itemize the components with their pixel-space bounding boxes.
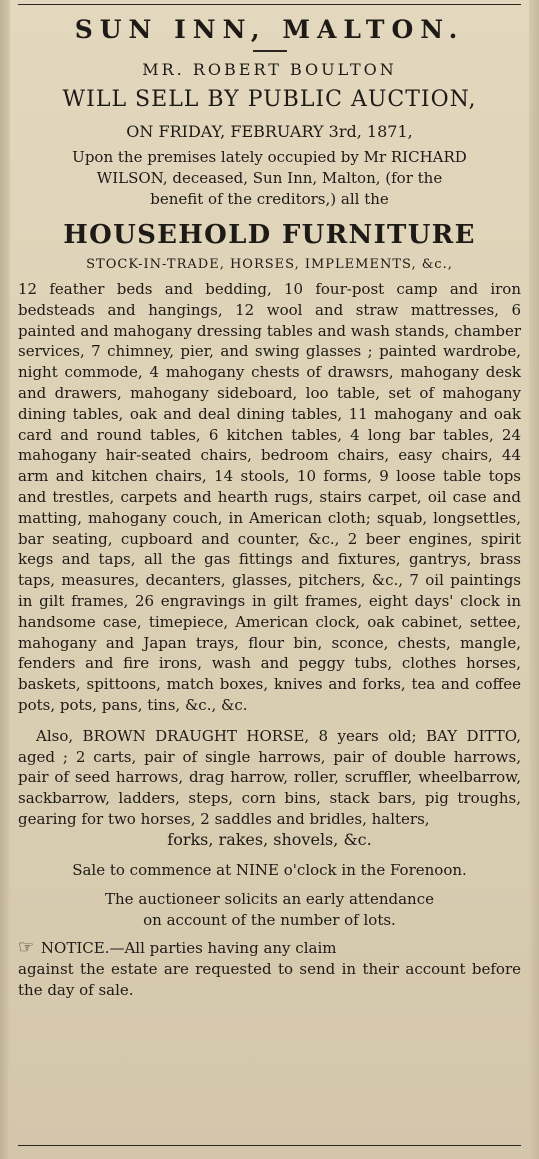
livestock-tail: forks, rakes, shovels, &c. [167, 829, 372, 849]
headline: HOUSEHOLD FURNITURE [63, 220, 476, 250]
inventory-list: 12 feather beds and bedding, 10 four-post camp and iron bedsteads and hangings, 12 wool and straw mattresses, 6 painted and mahogany dressing tables and wash stands, chamber services, 7 chimney, pier, and swing glasses ; painted wardrobe, night commode, 4 mahogany chests of drawsrs, mahogany desk and drawers, mahogany sideboard, loo table, set of mahogany dining tables, oak and deal dining tables, 11 mahogany and oak card and round tables, 6 kitchen tables, 4 long bar tables, 24 mahogany hair-seated chairs, bedroom chairs, easy chairs, 44 arm and kitchen chairs, 14 stools, 10 forms, 9 loose table tops and trestles, carpets and hearth rugs, stairs carpet, oil case and matting, mahogany couch, in American cloth; squab, longsettles, bar seating, cupboard and counter, &c., 2 beer engines, spirit kegs and taps, all the gas fittings and fixtures, gantrys, brass taps, measures, decanters, glasses, pitchers, &c., 7 oil paintings in gilt frames, 26 engravings in gilt frames, eight days' clock in handsome case, timepiece, American clock, oak cabinet, settee, mahogany and Japan trays, flour bin, sconce, chests, mangle, fenders and fire irons, wash and peggy tubs, clothes horses, baskets, spittoons, match boxes, knives and forks, tea and coffee pots, pots, pans, tins, &c., &c. [18, 280, 521, 714]
page-title: SUN INN, MALTON. [74, 15, 465, 44]
premises-description [18, 147, 521, 210]
auctioneer-name: MR. ROBERT BOULTON [142, 60, 397, 79]
livestock-implements [18, 726, 521, 830]
notice-label: NOTICE.—All parties having any claim [40, 939, 337, 958]
advertisement [18, 12, 521, 1001]
premises-line: benefit of the creditors,) all the [150, 190, 389, 208]
page-edge [529, 0, 539, 1159]
livestock-text: Also, BROWN DRAUGHT HORSE, 8 years old; BAY DITTO, aged ; 2 carts, pair of single harrows, pair of double harrows, pair of seed harrows, drag harrow, roller, scruffler, wheelbarrow, sackbarrow, ladders, steps, corn bins, stack bars, pig troughs, gearing for two horses, 2 saddles and bridles, halters, [18, 726, 521, 828]
sale-date: ON FRIDAY, FEBRUARY 3rd, 1871, [126, 122, 413, 141]
premises-line: WILSON, deceased, Sun Inn, Malton, (for the [96, 169, 443, 187]
attendance-line: The auctioneer solicits an early attendance [105, 889, 434, 908]
notice-first-line [18, 938, 521, 959]
attendance-line: on account of the number of lots. [143, 910, 396, 929]
page-fold [0, 0, 10, 1159]
bottom-rule [18, 1145, 521, 1146]
attendance-request [18, 889, 521, 931]
pointing-hand-icon: ☞ [18, 937, 35, 959]
subheading: STOCK-IN-TRADE, HORSES, IMPLEMENTS, &c., [86, 257, 453, 272]
title-rule [253, 50, 287, 52]
top-rule [18, 4, 521, 5]
notice-rest: against the estate are requested to send in their account before the day of sale. [18, 960, 521, 999]
sale-time: Sale to commence at NINE o'clock in the Forenoon. [72, 860, 467, 879]
sale-announcement: WILL SELL BY PUBLIC AUCTION, [62, 87, 477, 112]
premises-line: Upon the premises lately occupied by Mr RICHARD [72, 148, 467, 166]
notice [18, 938, 521, 1000]
